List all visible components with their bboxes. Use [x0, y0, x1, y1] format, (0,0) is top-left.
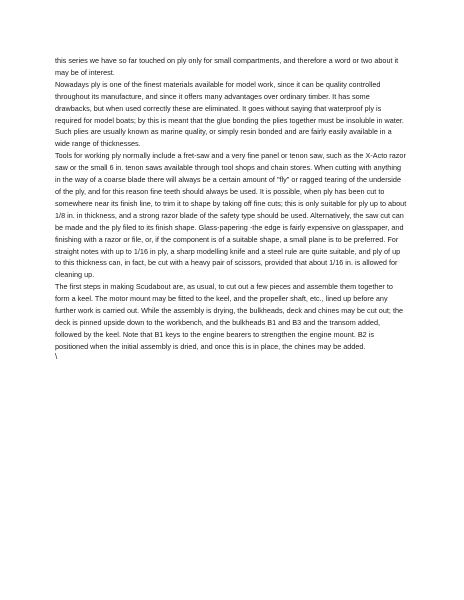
paragraph-ply-materials: Nowadays ply is one of the finest materials available for model work, since it can be quality controlled throughout its manufacture, and since it offers many advantages over ordinary timber. It has some drawbacks, but when used correctly these are eliminated. It goes without saying that waterproof ply is required for model boats; by this is meant that the glue bonding the plies together must be insoluble in water. Such plies are usually known as marine quality, or simply resin bonded and are fairly easily available in a wide range of thicknesses. — [55, 79, 404, 149]
paragraph-first-steps: The first steps in making Scudabout are, as usual, to cut out a few pieces and assemble them together to form a keel. The motor mount may be fitted to the keel, and the propeller shaft, etc., lined up before any further work is carried out. While the assembly is drying, the bulkheads, deck and chines may be cut out; the deck is pinned upside down to the workbench, and the bulkheads B1 and B3 and the transom added, followed by the keel. Note that B1 keys to the engine bearers to strengthen the engine mount. B2 is positioned when the initial assembly is dried, and once this is in place, the chines may be added. — [55, 282, 404, 351]
stray-backslash-mark: \ — [55, 352, 58, 361]
paragraph-tools: Tools for working ply normally include a fret-saw and a very fine panel or tenon saw, such as the X-Acto razor saw or the small 6 in. tenon saws available through tool shops and chain stores. When cutting with anything in the way of a coarse blade there will always be a certain amount of "fly" or ragged tearing of the underside of the ply, and for this reason fine teeth should always be used. It is possible, when ply has been cut to somewhere near its finish line, to trim it to shape by taking off fine cuts; this is only suitable for ply up to about 1/8 in. in thickness, and a strong razor blade of the safety type should be used. Alternatively, the saw cut can be made and the ply filed to its finish shape. Glass-papering -the edge is fairly expensive on glasspaper, and finishing with a razor or file, or, if the component is of a suitable shape, a small plane is to be preferred. For straight notes with up to 1/16 in ply, a sharp modelling knife and a steel rule are quite suitable, and ply of up to this thickness can, in fact, be cut with a heavy pair of scissors, provided that about 1/16 in. is allowed for cleaning up. — [55, 151, 407, 280]
paragraph-intro: this series we have so far touched on ply only for small compartments, and therefore a word or two about it may be of interest. — [55, 56, 399, 77]
document-body — [55, 55, 407, 353]
